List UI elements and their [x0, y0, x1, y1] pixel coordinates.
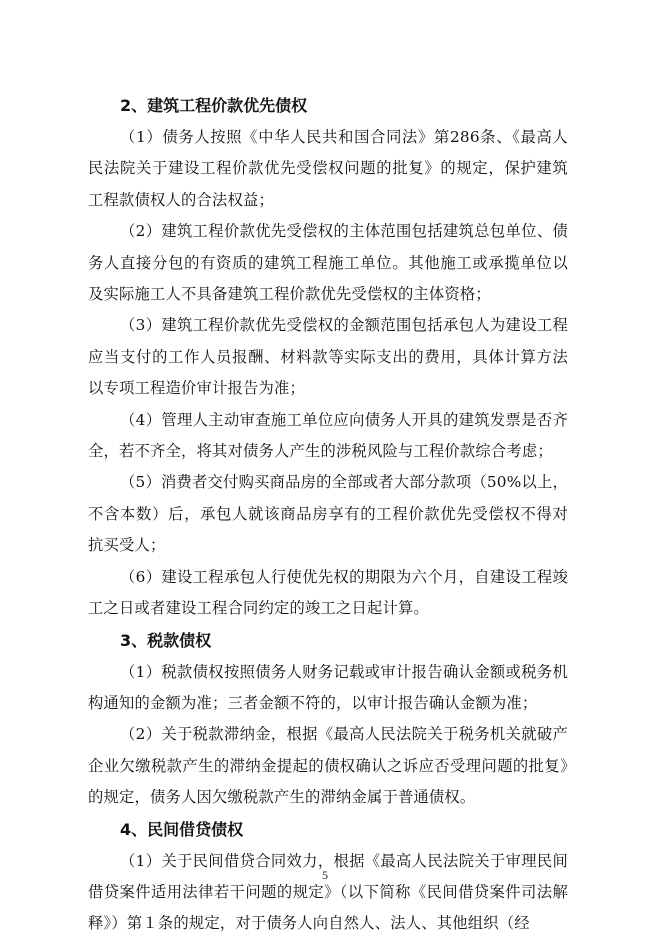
- paragraph: （2）关于税款滞纳金，根据《最高人民法院关于税务机关就破产企业欠缴税款产生的滞纳金提起的债权确认之诉应否受理问题的批复》的规定，债务人因欠缴税款产生的滞纳金属于普通债权。: [88, 725, 568, 807]
- paragraph: （1）税款债权按照债务人财务记载或审计报告确认金额或税务机构通知的金额为准；三者金额不符的，以审计报告确认金额为准；: [88, 662, 568, 712]
- paragraph: （4）管理人主动审查施工单位应向债务人开具的建筑发票是否齐全，若不齐全，将其对债务人产生的涉税风险与工程价款综合考虑；: [88, 410, 568, 461]
- section-heading-construction: 2、建筑工程价款优先债权: [120, 96, 308, 115]
- section-heading-private-lending: 4、民间借贷债权: [120, 819, 244, 839]
- paragraph: （5）消费者交付购买商品房的全部或者大部分款项（50%以上，不含本数）后，承包人就该商品房享有的工程价款优先受偿权不得对抗买受人；: [88, 473, 568, 555]
- paragraph: （3）建筑工程价款优先受偿权的金额范围包括承包人为建设工程应当支付的工作人员报酬、材料款等实际支出的费用，具体计算方法以专项工程造价审计报告为准；: [88, 316, 568, 398]
- paragraph: （6）建设工程承包人行使优先权的期限为六个月，自建设工程竣工之日或者建设工程合同约定的竣工之日起计算。: [88, 567, 568, 618]
- paragraph: （2）建筑工程价款优先受偿权的主体范围包括建筑总包单位、债务人直接分包的有资质的建筑工程施工单位。其他施工或承揽单位以及实际施工人不具备建筑工程价款优先受偿权的主体资格；: [88, 222, 568, 304]
- document-body: [88, 90, 568, 940]
- paragraph: （1）关于民间借贷合同效力，根据《最高人民法院关于审理民间借贷案件适用法律若干问题的规定》（以下简称《民间借贷案件司法解释》）第１条的规定，对于债务人向自然人、法人、其他组织（经: [88, 851, 568, 933]
- page-number: 5: [322, 868, 328, 882]
- paragraph: （1）债务人按照《中华人民共和国合同法》第286条、《最高人民法院关于建设工程价款优先受偿权问题的批复》的规定，保护建筑工程款债权人的合法权益；: [88, 128, 568, 209]
- section-heading-tax: 3、税款债权: [120, 630, 212, 650]
